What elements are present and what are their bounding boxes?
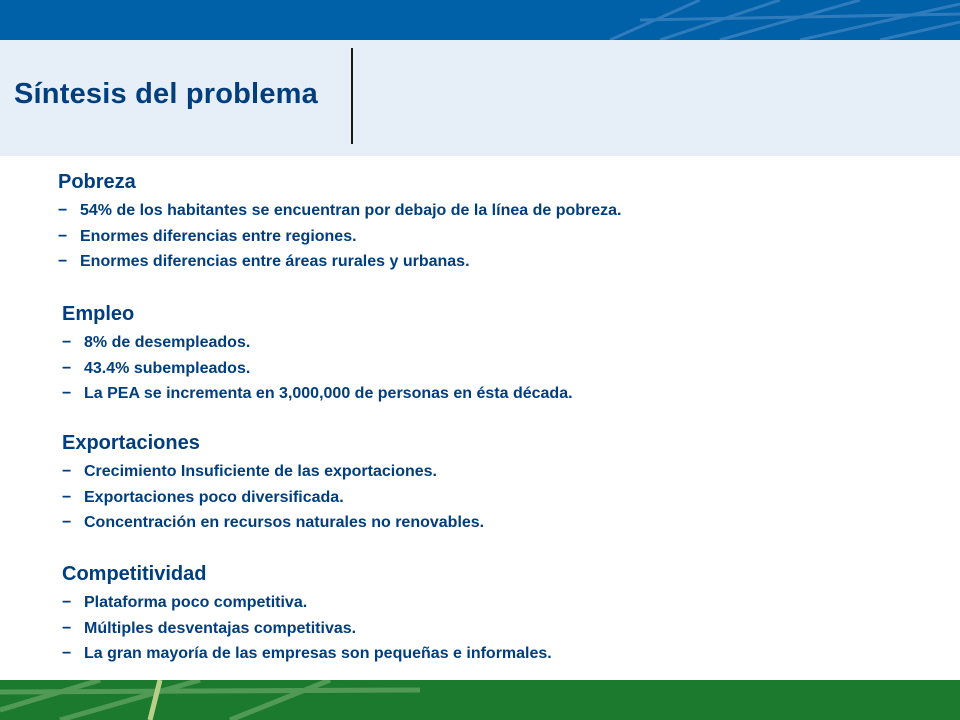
title-divider xyxy=(351,48,353,144)
bullet-dash: − xyxy=(62,594,72,611)
list-item-text: Enormes diferencias entre áreas rurales y urbanas. xyxy=(80,253,470,270)
field-lines-graphic xyxy=(0,680,960,720)
list-item-text: La gran mayoría de las empresas son pequeñas e informales. xyxy=(84,645,552,662)
list-item-text: La PEA se incrementa en 3,000,000 de personas en ésta década. xyxy=(84,385,573,402)
list-item xyxy=(62,616,552,642)
section-heading: Empleo xyxy=(62,303,135,325)
list-item xyxy=(62,641,552,667)
bullet-dash: − xyxy=(62,488,72,506)
bullet-dash: − xyxy=(58,253,68,270)
list-item xyxy=(62,356,573,382)
list-item xyxy=(58,224,621,250)
slide-title: Síntesis del problema xyxy=(14,78,318,110)
list-item xyxy=(62,330,573,356)
list-item xyxy=(62,590,552,616)
section-competitividad xyxy=(62,562,552,667)
bullet-dash: − xyxy=(62,359,72,377)
list-item-text: Concentración en recursos naturales no renovables. xyxy=(84,514,485,531)
section-pobreza xyxy=(58,170,621,275)
list-item-text: Múltiples desventajas competitivas. xyxy=(84,619,357,637)
bullet-dash: − xyxy=(58,202,68,219)
list-item-text: 54% de los habitantes se encuentran por debajo de la línea de pobreza. xyxy=(80,202,622,219)
top-decorative-band xyxy=(0,0,960,40)
list-item xyxy=(58,198,621,224)
field-lines-graphic xyxy=(0,0,960,40)
section-exportaciones xyxy=(62,431,484,536)
section-empleo xyxy=(62,302,573,407)
list-item xyxy=(62,510,484,536)
list-item xyxy=(58,249,621,275)
bullet-dash: − xyxy=(62,514,72,531)
list-item xyxy=(62,381,573,407)
list-item xyxy=(62,459,484,485)
bullet-dash: − xyxy=(62,619,72,637)
section-heading: Competitividad xyxy=(62,563,207,585)
list-item-text: Crecimiento Insuficiente de las exportaciones. xyxy=(84,463,437,480)
list-item-text: 8% de desempleados. xyxy=(84,334,251,351)
section-heading: Exportaciones xyxy=(62,432,200,454)
bottom-decorative-band xyxy=(0,680,960,720)
bullet-dash: − xyxy=(62,385,72,402)
bullet-dash: − xyxy=(62,334,72,351)
list-item-text: Plataforma poco competitiva. xyxy=(84,594,308,611)
list-item-text: Enormes diferencias entre regiones. xyxy=(80,227,357,245)
list-item xyxy=(62,485,484,511)
list-item-text: 43.4% subempleados. xyxy=(84,359,251,377)
bullet-dash: − xyxy=(62,463,72,480)
bullet-dash: − xyxy=(62,645,72,662)
section-heading: Pobreza xyxy=(58,171,136,193)
list-item-text: Exportaciones poco diversificada. xyxy=(84,488,344,506)
bullet-dash: − xyxy=(58,227,68,245)
